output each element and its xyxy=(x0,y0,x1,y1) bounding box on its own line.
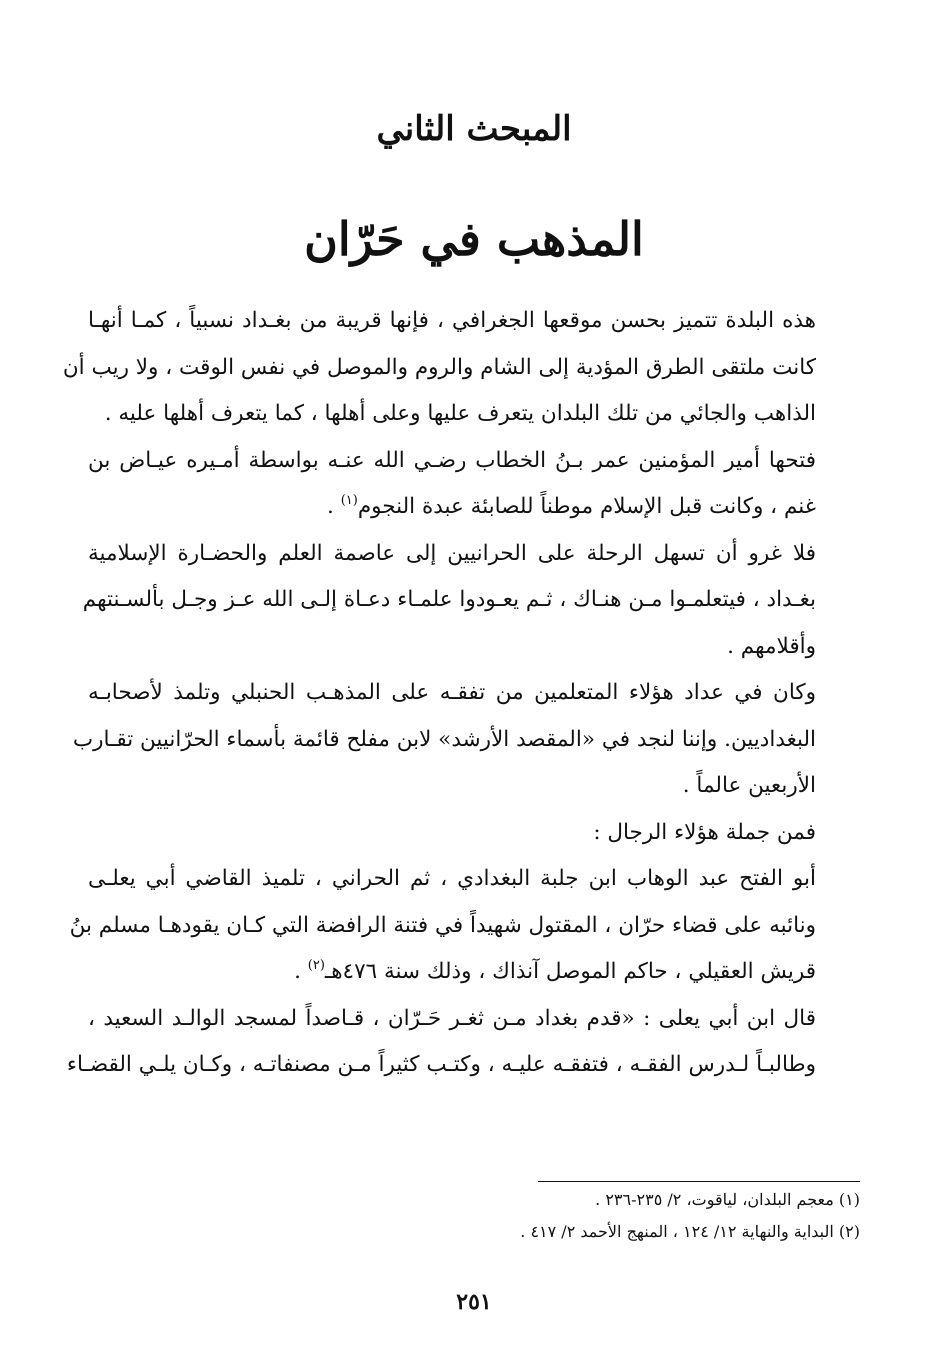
paragraph-1 xyxy=(62,298,860,438)
paragraph-5 xyxy=(88,810,860,857)
text-line: فمن جملة هؤلاء الرجال : xyxy=(593,819,816,845)
text-line: البغداديين. وإننا لنجد في «المقصد الأرشد» لابن مفلح قائمة بأسماء الحرّانيين تقـارب xyxy=(72,726,816,752)
text-segment: . xyxy=(327,494,341,519)
text-line: كانت ملتقى الطرق المؤدية إلى الشام والروم والموصل في نفس الوقت ، ولا ريب أن xyxy=(62,354,816,380)
text-line: وأقلامهم . xyxy=(727,633,816,659)
paragraph-7 xyxy=(66,996,860,1089)
section-label: المبحث الثاني xyxy=(376,109,572,149)
text-line: وطالبـاً لـدرس الفقـه ، فتفقـه عليـه ، وكتـب كثيراً مـن مصنفاتـه ، وكـان يلـي القضـاء xyxy=(66,1052,816,1077)
text-line: هذه البلدة تتميز بحسن موقعها الجغرافي ، فإنها قريبة من بغـداد نسبياً ، كمـا أنهـا xyxy=(88,308,816,333)
footnote-divider xyxy=(538,1181,860,1182)
text-line: بغـداد ، فيتعلمـوا مـن هنـاك ، ثـم يعـودوا علمـاء دعـاة إلـى الله عـز وجـل بألسـنتهم xyxy=(82,587,816,612)
paragraph-6 xyxy=(69,856,860,996)
footnote-ref: (٢) xyxy=(307,958,325,973)
text-line: الذاهب والجائي من تلك البلدان يتعرف عليها وعلى أهلها ، كما يتعرف أهلها عليه . xyxy=(104,401,816,426)
text-line-with-footnote xyxy=(88,484,860,531)
paragraph-3 xyxy=(82,531,860,671)
text-line-with-footnote xyxy=(88,949,860,996)
footnote: (١) معجم البلدان، لياقوت، ٢/ ٢٣٥-٢٣٦ . xyxy=(595,1190,860,1209)
text-line: الأربعين عالماً . xyxy=(682,773,816,798)
footnotes xyxy=(88,1184,860,1248)
text-segment: غنم ، وكانت قبل الإسلام موطناً للصابئة عبدة النجوم xyxy=(357,494,816,519)
text-line: ونائبه على قضاء حرّان ، المقتول شهيداً في فتنة الرافضة التي كـان يقودهـا مسلم بنُ xyxy=(69,912,816,938)
text-line: فلا غرو أن تسهل الرحلة على الحرانيين إلى عاصمة العلم والحضـارة الإسلامية xyxy=(88,540,816,566)
body-text xyxy=(62,298,860,1089)
chapter-title: المذهب في حَرّان xyxy=(304,212,644,266)
text-segment: قريش العقيلي ، حاكم الموصل آنذاك ، وذلك سنة ٤٧٦هـ xyxy=(324,959,816,984)
paragraph-4 xyxy=(72,670,860,810)
text-line: وكان في عداد هؤلاء المتعلمين من تفقـه على المذهـب الحنبلي وتلمذ لأصحابـه xyxy=(88,680,816,705)
footnote: (٢) البداية والنهاية ١٢/ ١٢٤ ، المنهج الأحمد ٢/ ٤١٧ . xyxy=(520,1222,860,1241)
text-line: فتحها أمير المؤمنين عمر بـنُ الخطاب رضـي الله عنـه بواسطة أمـيره عيـاض بن xyxy=(88,447,816,473)
footnote-ref: (١) xyxy=(340,493,358,508)
text-line: قال ابن أبي يعلى : «قدم بغداد مـن ثغـر حَـرّان ، قـاصداً لمسجد الوالـد السعيد ، xyxy=(88,1005,816,1031)
text-segment: . xyxy=(294,959,308,984)
page-number: ٢٥١ xyxy=(456,1289,492,1315)
text-line: أبو الفتح عبد الوهاب ابن جلبة البغدادي ، ثم الحراني ، تلميذ القاضي أبي يعلـى xyxy=(88,866,816,891)
paragraph-2 xyxy=(88,438,860,531)
